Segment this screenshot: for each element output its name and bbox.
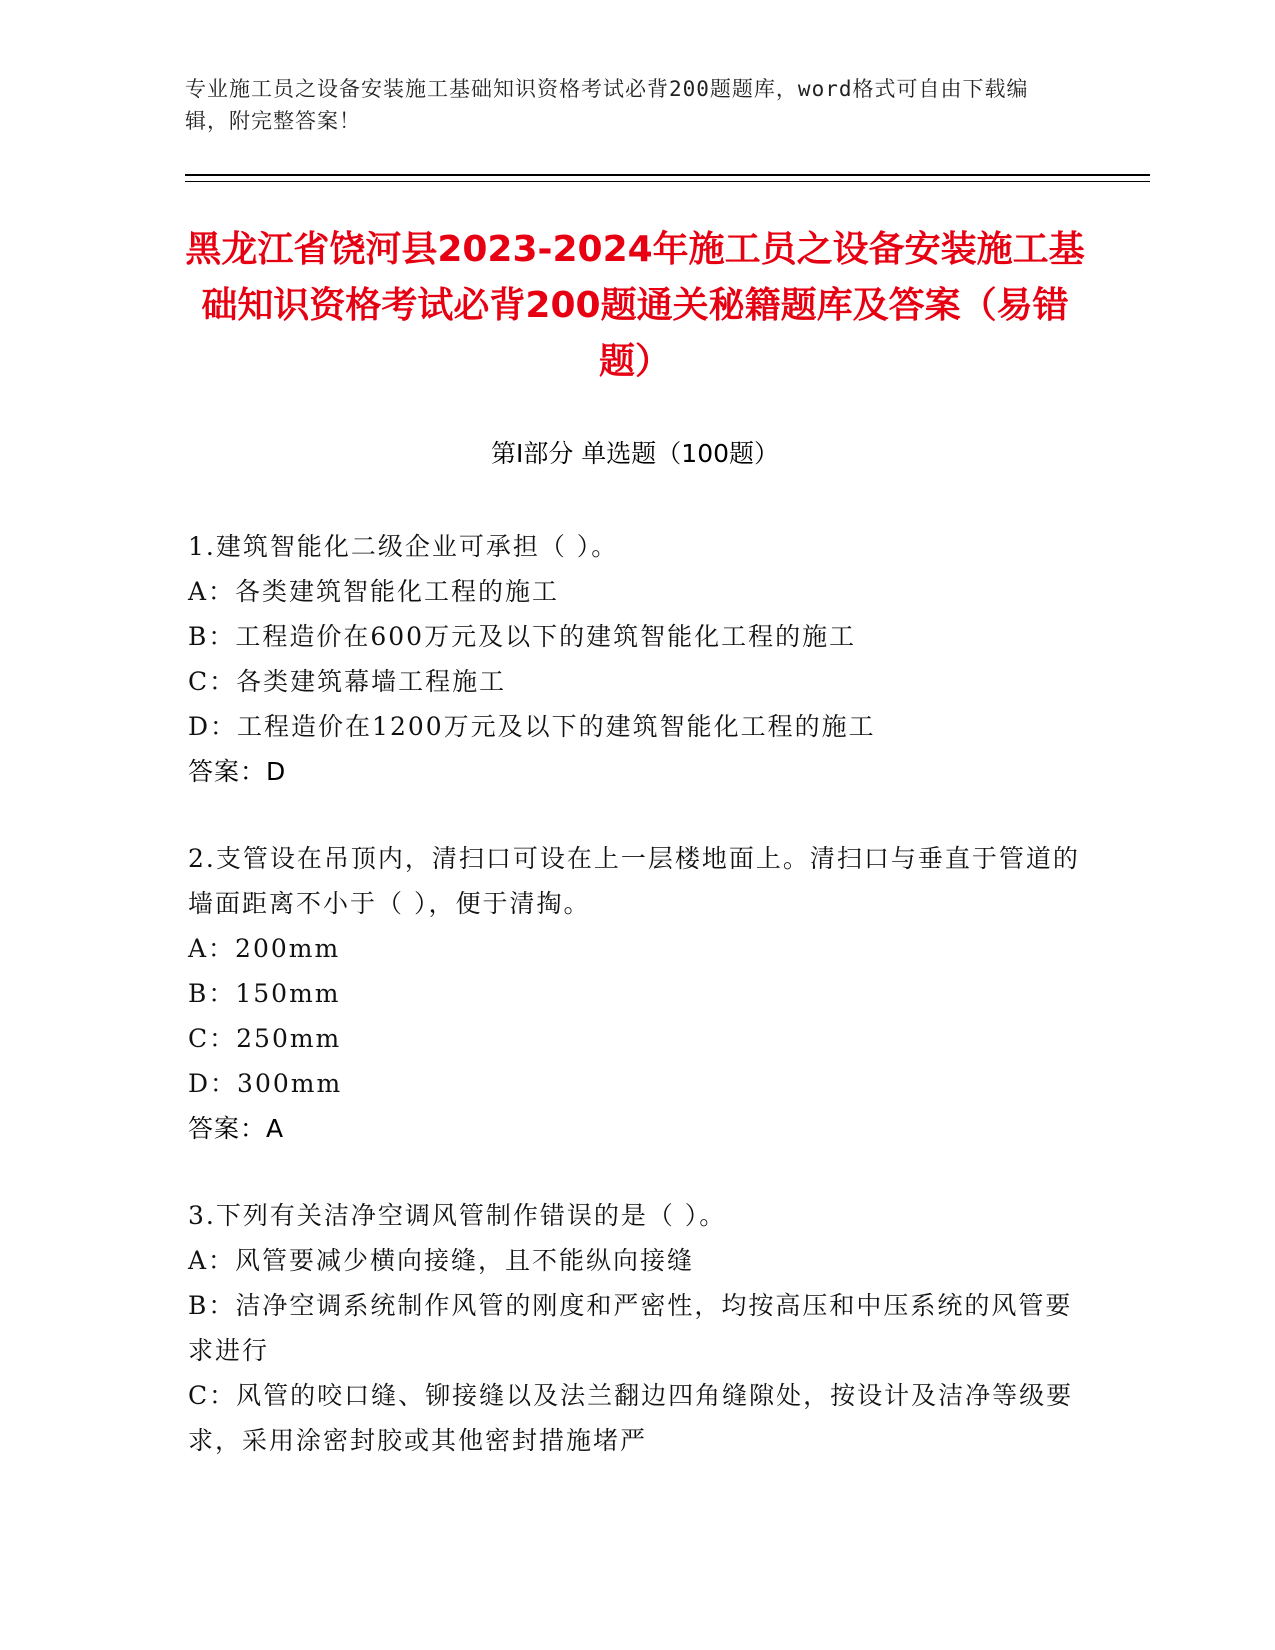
question-2: [188, 836, 1088, 1151]
question-3: [188, 1193, 1088, 1463]
option-b: B：150mm: [188, 979, 341, 1008]
section-title: 第I部分 单选题（100题）: [490, 439, 780, 468]
option-c: C：250mm: [188, 1024, 342, 1053]
answer-value: D: [266, 757, 287, 786]
question-list: [188, 524, 1088, 1505]
option-a: A：各类建筑智能化工程的施工: [188, 577, 560, 606]
answer-value: A: [266, 1114, 285, 1143]
header-note: 专业施工员之设备安装施工基础知识资格考试必背200题题库，word格式可自由下载编辑，附完整答案！: [185, 77, 1029, 133]
option-d: D：工程造价在1200万元及以下的建筑智能化工程的施工: [188, 712, 876, 741]
question-1: [188, 524, 1088, 794]
document-title: 黑龙江省饶河县2023-2024年施工员之设备安装施工基础知识资格考试必背200题通关秘籍题库及答案（易错题）: [185, 229, 1085, 382]
answer-label: 答案：: [188, 1114, 267, 1143]
answer-line: [188, 1106, 1088, 1151]
question-stem: 3.下列有关洁净空调风管制作错误的是（ ）。: [188, 1201, 727, 1230]
answer-label: 答案：: [188, 757, 267, 786]
question-stem: 1.建筑智能化二级企业可承担（ ）。: [188, 532, 619, 561]
option-c: C：风管的咬口缝、铆接缝以及法兰翻边四角缝隙处，按设计及洁净等级要求，采用涂密封胶或其他密封措施堵严: [188, 1381, 1074, 1455]
option-d: D：300mm: [188, 1069, 343, 1098]
answer-line: [188, 749, 1088, 794]
header-rule-thin: [185, 181, 1150, 182]
option-c: C：各类建筑幕墙工程施工: [188, 667, 507, 696]
option-a: A：200mm: [188, 934, 341, 963]
option-b: B：洁净空调系统制作风管的刚度和严密性，均按高压和中压系统的风管要求进行: [188, 1291, 1073, 1365]
option-b: B：工程造价在600万元及以下的建筑智能化工程的施工: [188, 622, 857, 651]
question-stem: 2.支管设在吊顶内，清扫口可设在上一层楼地面上。清扫口与垂直于管道的墙面距离不小于（ ），便于清掏。: [188, 844, 1080, 918]
header-rule-thick: [185, 174, 1150, 176]
option-a: A：风管要减少横向接缝，且不能纵向接缝: [188, 1246, 695, 1275]
